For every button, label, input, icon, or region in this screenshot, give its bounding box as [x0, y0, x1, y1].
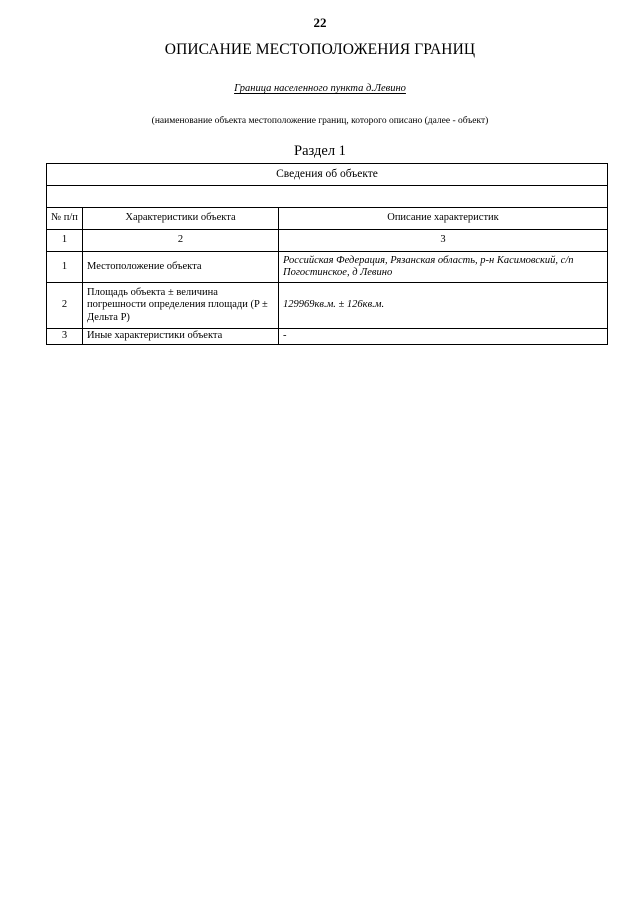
column-number-3: 3	[279, 230, 608, 252]
row-num: 2	[47, 283, 83, 329]
header-description: Описание характеристик	[279, 208, 608, 230]
column-number-2: 2	[83, 230, 279, 252]
row-description: Российская Федерация, Рязанская область, р-н Касимовский, с/п Погостинское, д Левино	[279, 252, 608, 283]
table-caption-row	[47, 164, 608, 186]
row-num: 1	[47, 252, 83, 283]
document-title: ОПИСАНИЕ МЕСТОПОЛОЖЕНИЯ ГРАНИЦ	[164, 41, 476, 58]
table-column-numbers-row	[47, 230, 608, 252]
row-characteristic: Площадь объекта ± величина погрешности определения площади (P ± Дельта P)	[83, 283, 279, 329]
table-header-row	[47, 208, 608, 230]
object-name-note: (наименование объекта местоположение границ, которого описано (далее - объект)	[151, 116, 489, 126]
row-description: 129969кв.м. ± 126кв.м.	[279, 283, 608, 329]
table-empty-cell	[47, 186, 608, 208]
object-name-text: Граница населенного пункта д.Левино	[234, 83, 406, 94]
object-info-table	[46, 163, 608, 345]
row-characteristic: Иные характеристики объекта	[83, 329, 279, 345]
row-characteristic: Местоположение объекта	[83, 252, 279, 283]
object-name	[0, 83, 640, 94]
table-caption: Сведения об объекте	[47, 164, 608, 186]
section-title: Раздел 1	[294, 143, 346, 159]
table-row	[47, 283, 608, 329]
header-characteristic: Характеристики объекта	[83, 208, 279, 230]
table-row	[47, 252, 608, 283]
row-description: -	[279, 329, 608, 345]
table-spacer-row	[47, 186, 608, 208]
row-num: 3	[47, 329, 83, 345]
table-row	[47, 329, 608, 345]
column-number-1: 1	[47, 230, 83, 252]
page-number: 22	[313, 15, 327, 30]
header-num: № п/п	[47, 208, 83, 230]
